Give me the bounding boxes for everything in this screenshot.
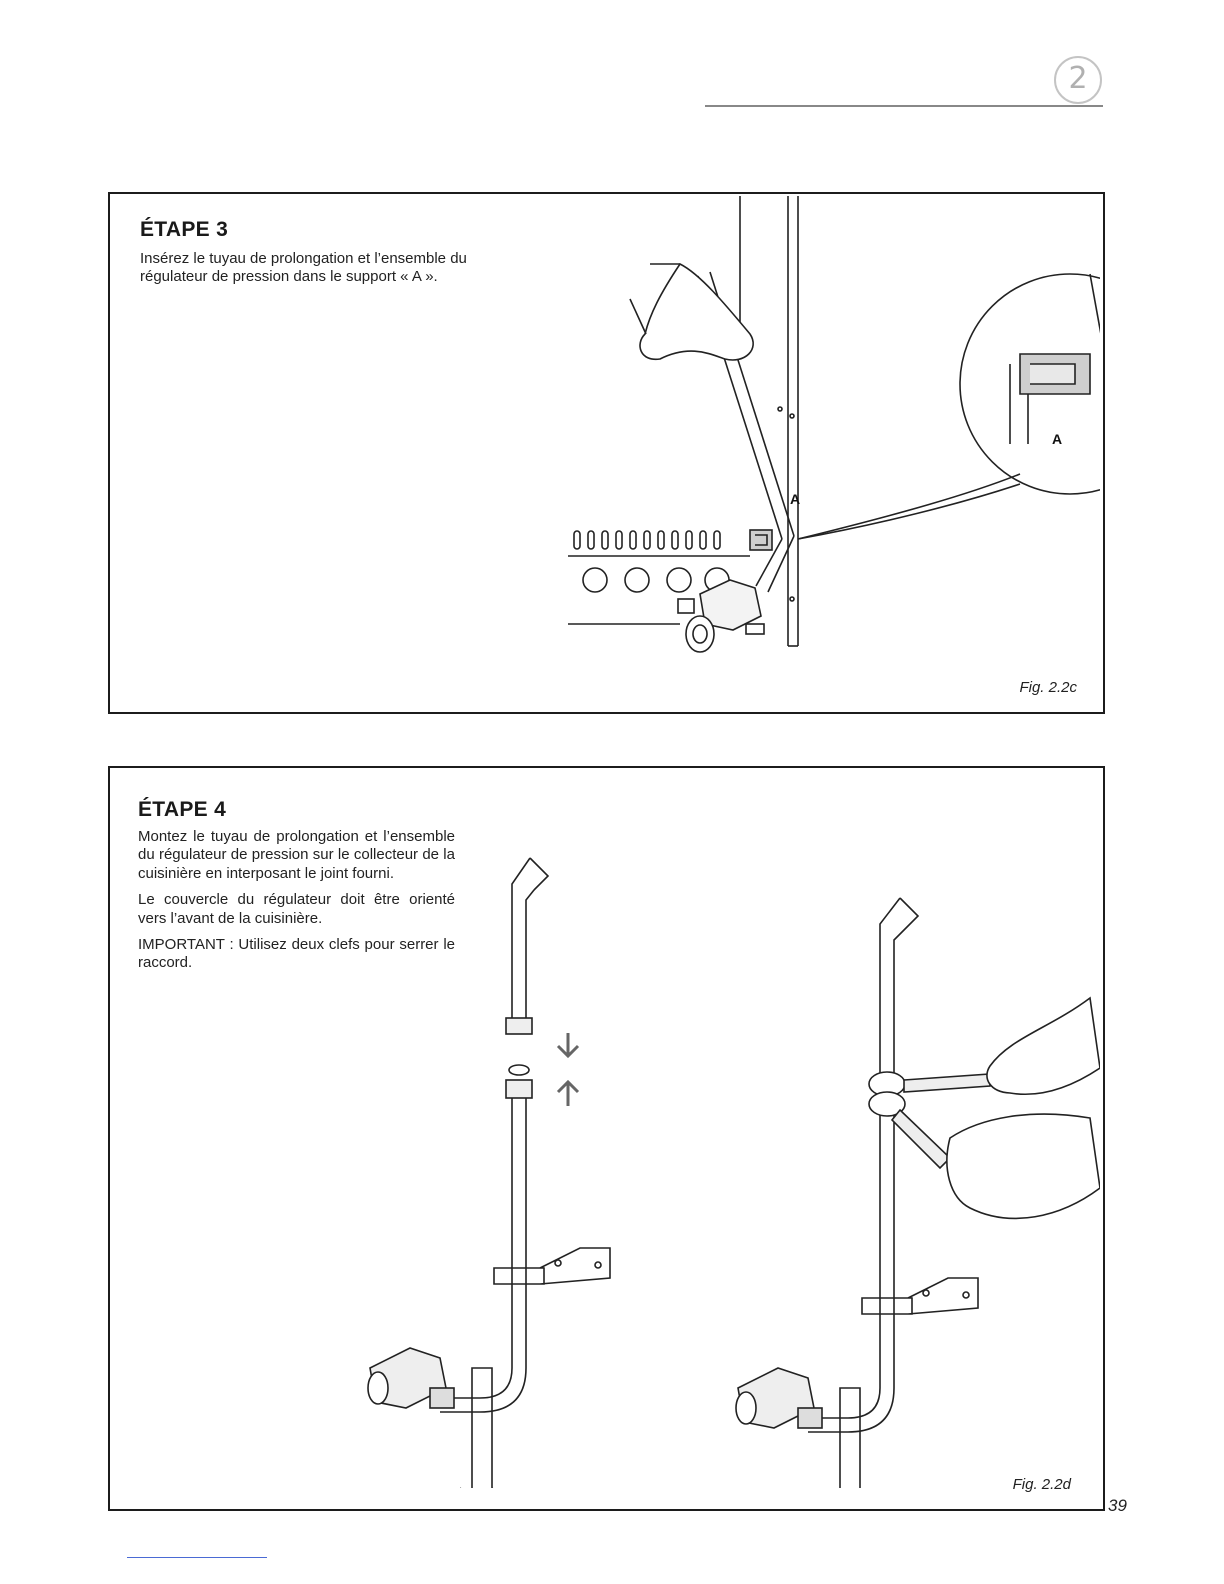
- hand: [640, 264, 753, 360]
- page-number: 39: [1108, 1496, 1127, 1515]
- step-4-title: ÉTAPE 4: [138, 798, 227, 821]
- pressure-regulator-left: [368, 1348, 454, 1408]
- hand-upper: [987, 998, 1100, 1094]
- step-3-instructions: [140, 250, 520, 295]
- figure-caption-2-2d: Fig. 2.2d: [1012, 1476, 1071, 1493]
- step-4-paragraph-3: IMPORTANT : Utilisez deux clefs pour serrer le raccord.: [138, 936, 455, 972]
- step-4-paragraph-2: Le couvercle du régulateur doit être orienté vers l’avant de la cuisinière.: [138, 891, 455, 927]
- step-3-title: ÉTAPE 3: [140, 218, 229, 241]
- footer-link-underline: [127, 1557, 267, 1558]
- step-4-illustration-left: [360, 848, 630, 1488]
- pressure-regulator-right: [736, 1368, 822, 1428]
- step-3-panel: [108, 192, 1105, 714]
- detail-callout-label-a: A: [1052, 431, 1063, 447]
- step-4-illustration-right: [690, 888, 1100, 1488]
- callout-label-a: A: [790, 491, 801, 507]
- step-3-text: Insérez le tuyau de prolongation et l’ensemble du régulateur de pression dans le support « A ».: [140, 250, 467, 286]
- hand-lower: [947, 1114, 1100, 1218]
- wrench-lower: [869, 1092, 950, 1168]
- figure-caption-2-2c: Fig. 2.2c: [1019, 679, 1077, 696]
- step-4-paragraph-1: Montez le tuyau de prolongation et l’ensemble du régulateur de pression sur le collecteur de la cuisinière en interposant le joint fourni.: [138, 828, 455, 882]
- pressure-regulator: [678, 580, 764, 652]
- chapter-number-badge: 2: [1054, 56, 1102, 104]
- header-rule: [705, 105, 1103, 107]
- bracket-detail: [1010, 274, 1100, 444]
- vent-slots: [574, 531, 720, 549]
- step-4-panel: [108, 766, 1105, 1511]
- step-3-illustration: [550, 194, 1100, 694]
